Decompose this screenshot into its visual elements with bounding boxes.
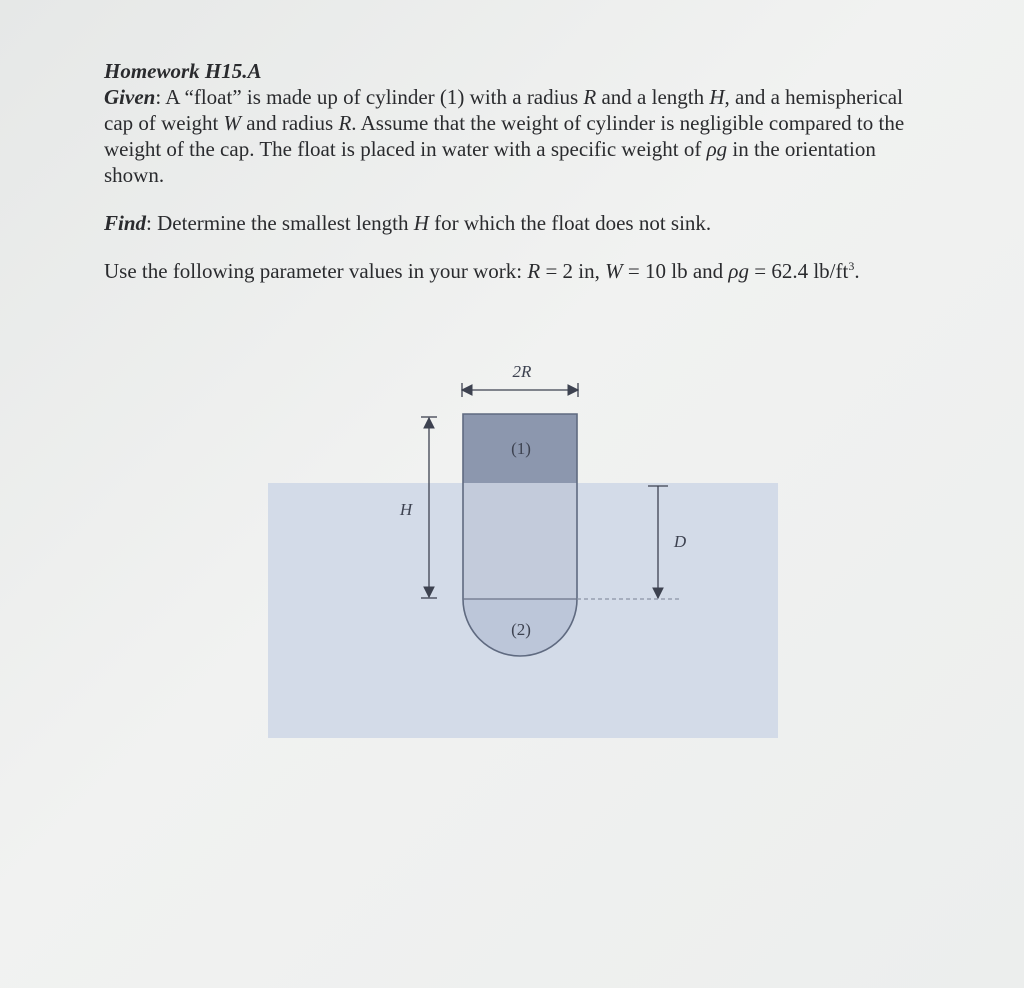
given-label: Given <box>104 85 156 109</box>
parameters-paragraph: Use the following parameter values in your work: R = 2 in, W = 10 lb and ρg = 62.4 $lb/ft^3$. <box>104 259 860 283</box>
given-paragraph: Given: A “float” is made up of cylinder (1) with a radius R and a length H, and a hemispherical cap of weight W and radius R. Assume that the weight of cylinder is negligible compared to the weight of the cap. The float is placed in water with a specific weight of ρg in the orientation shown. <box>104 85 905 187</box>
find-label: Find <box>104 211 147 235</box>
label-2R: 2R <box>512 362 532 381</box>
label-H: H <box>399 500 413 519</box>
label-cap-2: (2) <box>511 620 531 639</box>
label-D: D <box>673 532 687 551</box>
label-cylinder-1: (1) <box>511 439 531 458</box>
problem-title: Homework H15.A <box>104 59 262 83</box>
find-paragraph: Find: Determine the smallest length H for which the float does not sink. <box>104 211 712 235</box>
cylinder-submerged <box>463 483 577 599</box>
